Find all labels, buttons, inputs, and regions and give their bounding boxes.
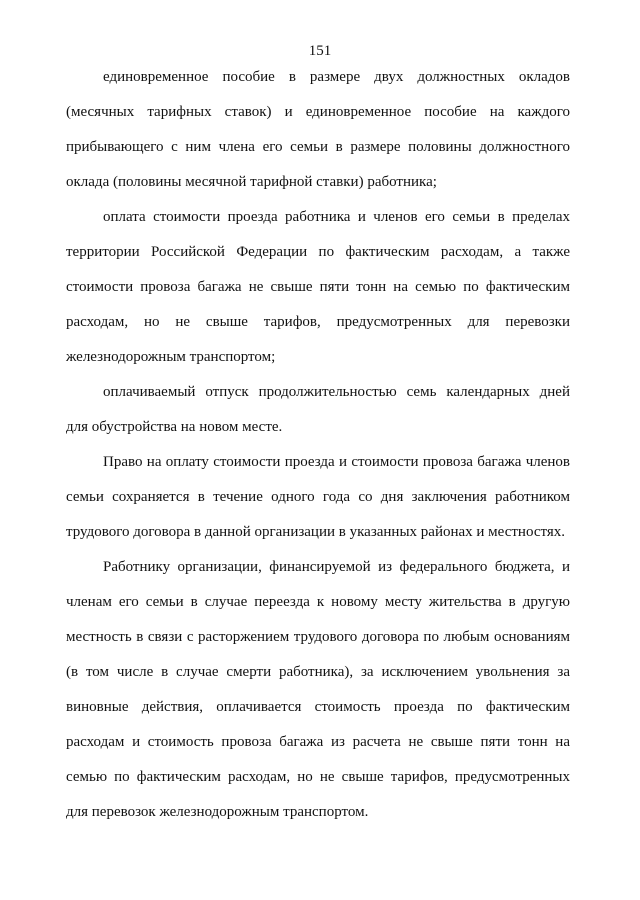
- text-line: Право на оплату стоимости проезда и стоимости провоза багажа членов: [103, 454, 570, 470]
- text-line: для перевозок железнодорожным транспортом.: [66, 804, 369, 820]
- page-number: 151: [308, 43, 332, 59]
- text-line: (в том числе в случае смерти работника), за исключением увольнения за: [66, 664, 570, 680]
- text-line: оплачиваемый отпуск продолжительностью семь календарных дней: [103, 384, 570, 400]
- text-line: местность в связи с расторжением трудового договора по любым основаниям: [66, 629, 570, 645]
- text-line: для обустройства на новом месте.: [66, 419, 283, 435]
- text-line: территории Российской Федерации по фактическим расходам, а также: [66, 244, 570, 260]
- text-line: членам его семьи в случае переезда к новому месту жительства в другую: [66, 594, 570, 610]
- text-line: единовременное пособие в размере двух должностных окладов: [103, 69, 570, 85]
- text-line: оплата стоимости проезда работника и членов его семьи в пределах: [103, 209, 570, 225]
- text-line: Работнику организации, финансируемой из федерального бюджета, и: [103, 559, 570, 575]
- text-line: стоимости провоза багажа не свыше пяти тонн на семью по фактическим: [66, 279, 570, 295]
- text-line: оклада (половины месячной тарифной ставки) работника;: [66, 174, 437, 190]
- text-line: семьи сохраняется в течение одного года со дня заключения работником: [66, 489, 570, 505]
- text-line: трудового договора в данной организации в указанных районах и местностях.: [66, 524, 565, 540]
- text-line: железнодорожным транспортом;: [66, 349, 276, 365]
- text-line: прибывающего с ним члена его семьи в размере половины должностного: [66, 139, 570, 155]
- text-line: расходам, но не свыше тарифов, предусмотренных для перевозки: [66, 314, 570, 330]
- text-line: (месячных тарифных ставок) и единовременное пособие на каждого: [66, 104, 570, 120]
- text-line: семью по фактическим расходам, но не свыше тарифов, предусмотренных: [66, 769, 570, 785]
- text-line: виновные действия, оплачивается стоимость проезда по фактическим: [66, 699, 570, 715]
- text-line: расходам и стоимость провоза багажа из расчета не свыше пяти тонн на: [66, 734, 570, 750]
